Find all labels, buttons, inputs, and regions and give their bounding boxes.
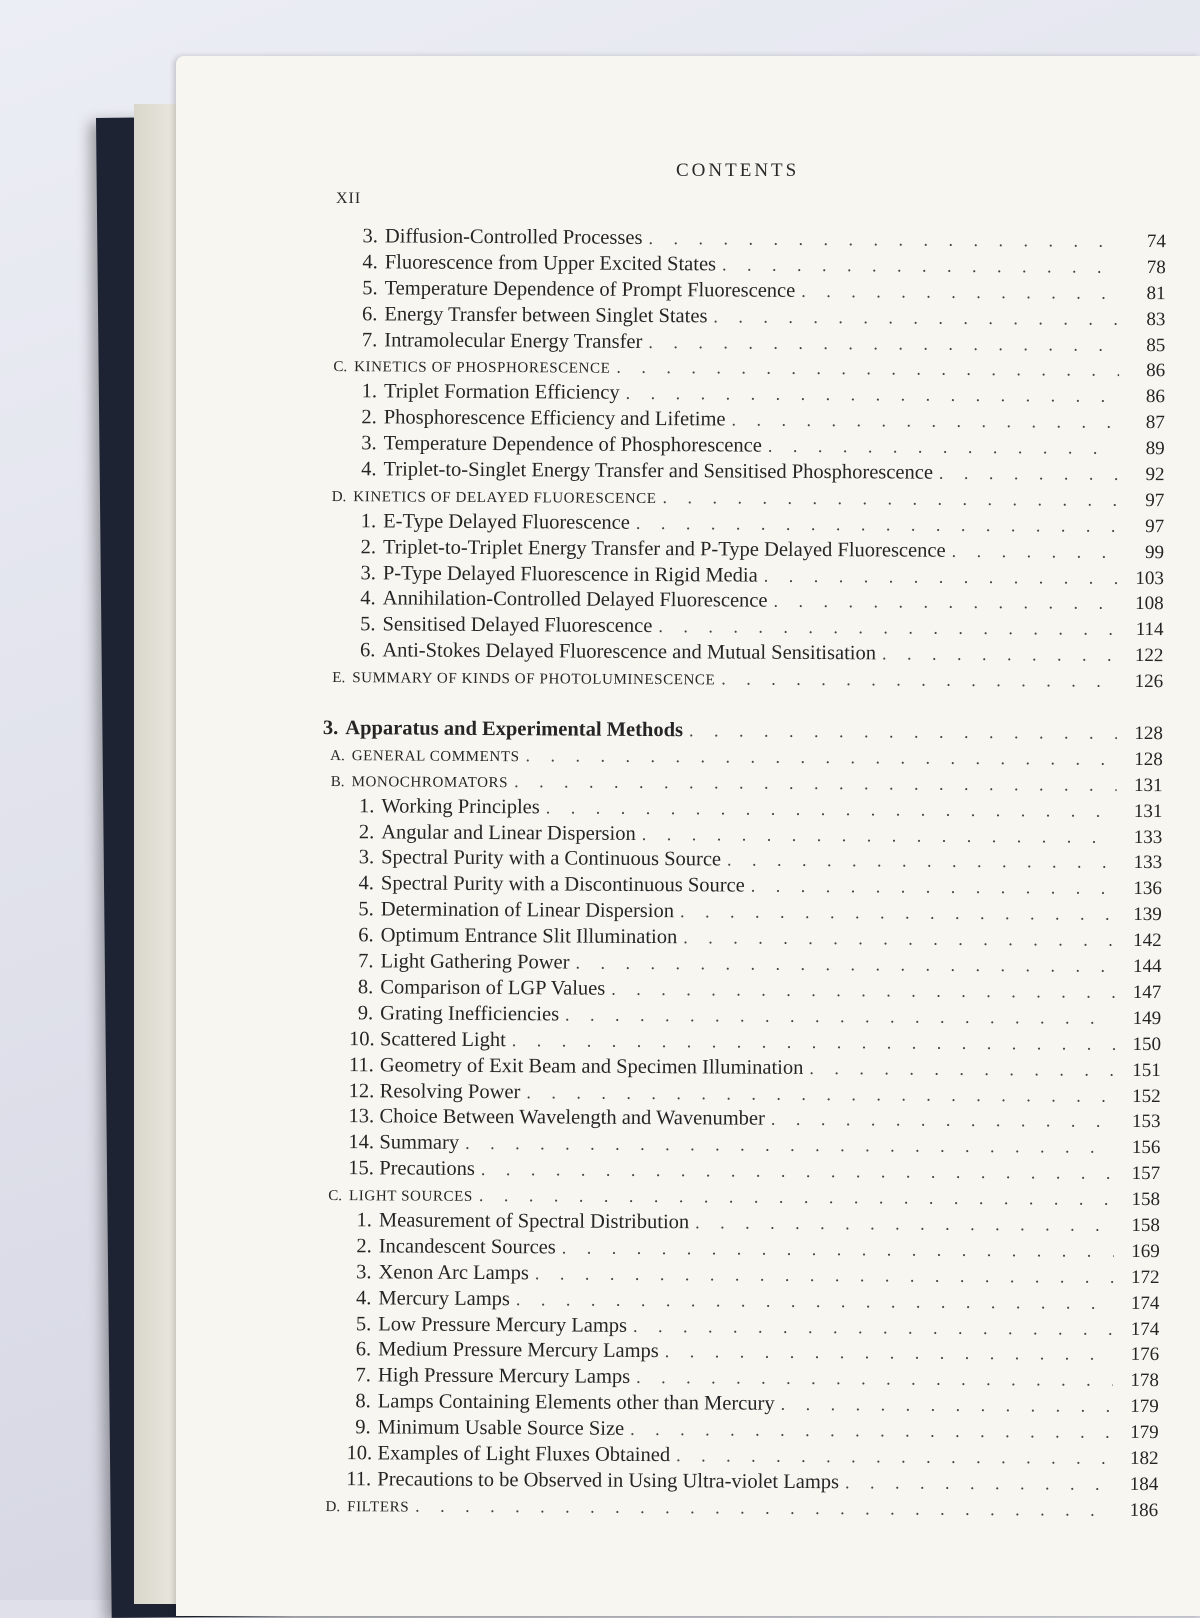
toc-entry-number: 3. — [362, 225, 378, 248]
toc-page-number: 186 — [1129, 1499, 1159, 1521]
toc-subsection-entry — [324, 457, 1164, 488]
toc-entry-number: 1. — [360, 510, 377, 533]
toc-entry-number: 10. — [346, 1442, 373, 1465]
toc-entry-number: 6. — [359, 639, 376, 662]
toc-entry-title: Spectral Purity with a Discontinuous Source — [380, 872, 745, 897]
toc-page-number: 83 — [1146, 308, 1166, 330]
dot-leader — [721, 667, 1117, 695]
toc-entry-number: 7. — [358, 950, 374, 973]
toc-entry-title: Medium Pressure Mercury Lamps — [378, 1338, 659, 1363]
dot-leader — [562, 1235, 1114, 1264]
toc-entry-number: 2. — [356, 1235, 372, 1258]
toc-page-number: 122 — [1134, 645, 1164, 667]
toc-entry-title: High Pressure Mercury Lamps — [377, 1364, 631, 1389]
dot-leader — [525, 743, 1116, 773]
toc-entry-title: Xenon Arc Lamps — [378, 1261, 529, 1284]
toc-entry-number: 14. — [348, 1131, 375, 1154]
toc-entry-number: 4. — [361, 458, 377, 481]
toc-entry-number: 1. — [356, 1209, 372, 1232]
dot-leader — [751, 874, 1116, 902]
dot-leader — [952, 539, 1119, 566]
toc-entry-title: Resolving Power — [379, 1079, 521, 1103]
dot-leader — [727, 848, 1116, 876]
dot-leader — [546, 795, 1117, 824]
dot-leader — [663, 485, 1119, 514]
toc-entry-title: Light Gathering Power — [380, 950, 570, 974]
toc-entry-title: Temperature Dependence of Prompt Fluorescence — [384, 277, 796, 302]
toc-page-number: 179 — [1130, 1422, 1159, 1444]
toc-entry-title: Anti-Stokes Delayed Fluorescence and Mutual Sensitisation — [382, 639, 877, 665]
dot-leader — [636, 1365, 1113, 1394]
dot-leader — [713, 304, 1119, 332]
dot-leader — [636, 511, 1118, 540]
toc-entry-number: 5. — [362, 277, 378, 300]
toc-page-number: 153 — [1131, 1111, 1161, 1133]
toc-page-number: 172 — [1131, 1266, 1160, 1288]
toc-page-number: 147 — [1132, 981, 1162, 1004]
toc-page-number: 150 — [1132, 1033, 1162, 1055]
toc-page-number: 169 — [1131, 1240, 1160, 1262]
toc-entry-number: 15. — [348, 1157, 374, 1180]
toc-entry-number: 3. — [358, 846, 375, 869]
toc-page-number: 182 — [1129, 1447, 1159, 1470]
dot-leader — [801, 279, 1119, 307]
toc-entry-number: 4. — [360, 587, 376, 610]
toc-entry-number: 2. — [360, 535, 377, 558]
toc-entry-title: Apparatus and Experimental Methods — [345, 717, 684, 742]
dot-leader — [676, 1443, 1112, 1472]
toc-entry-title: Choice Between Wavelength and Wavenumber — [379, 1105, 765, 1131]
toc-page-number: 128 — [1134, 748, 1163, 771]
toc-entry-number: 6. — [355, 1338, 372, 1361]
toc-entry-number: 5. — [355, 1312, 372, 1335]
toc-entry-title: FILTERS — [347, 1498, 410, 1516]
toc-entry-title: Comparison of LGP Values — [380, 976, 606, 1000]
toc-page-number: 149 — [1132, 1007, 1162, 1029]
toc-section-entry — [323, 742, 1163, 773]
toc-entry-title: Temperature Dependence of Phosphorescence — [383, 432, 762, 457]
toc-entry-number: 11. — [348, 1053, 374, 1076]
toc-entry-title: Measurement of Spectral Distribution — [378, 1209, 690, 1234]
toc-entry-title: Triplet Formation Efficiency — [383, 380, 620, 405]
dot-leader — [683, 925, 1116, 954]
toc-entry-title: GENERAL COMMENTS — [351, 748, 520, 766]
toc-entry-number: 11. — [346, 1468, 372, 1491]
toc-page-number: 74 — [1146, 231, 1166, 253]
toc-entry-number: B. — [330, 773, 345, 790]
toc-entry-title: Diffusion-Controlled Processes — [384, 225, 643, 249]
dot-leader — [415, 1493, 1112, 1523]
toc-entry-title: Fluorescence from Upper Excited States — [384, 251, 717, 276]
book-page — [176, 56, 1200, 1616]
toc-page-number: 144 — [1132, 955, 1162, 978]
toc-page-number: 158 — [1131, 1189, 1161, 1211]
toc-entry-number: 9. — [357, 1002, 374, 1025]
toc-entry-title: LIGHT SOURCES — [349, 1188, 473, 1205]
toc-page-number: 114 — [1135, 619, 1164, 641]
toc-entry-number: D. — [325, 1498, 341, 1515]
dot-leader — [616, 355, 1119, 384]
dot-leader — [882, 642, 1118, 669]
toc-entry-title: Intramolecular Energy Transfer — [384, 328, 643, 353]
toc-entry-number: 6. — [358, 924, 374, 947]
dot-leader — [722, 252, 1120, 280]
toc-entry-number: 1. — [359, 794, 375, 818]
toc-entry-title: Geometry of Exit Beam and Specimen Illumination — [379, 1053, 804, 1079]
toc-section-entry — [318, 1493, 1158, 1524]
toc-subsection-entry — [320, 1156, 1160, 1187]
toc-page-number: 131 — [1133, 800, 1163, 822]
dot-leader — [575, 951, 1115, 980]
toc-page-number: 92 — [1145, 464, 1165, 486]
toc-entry-title: Working Principles — [381, 795, 540, 819]
dot-leader — [731, 408, 1118, 436]
toc-entry-number: 3. — [322, 717, 339, 740]
toc-entry-number: 8. — [355, 1390, 371, 1413]
toc-entry-number: 3. — [361, 432, 377, 455]
toc-entry-title: Incandescent Sources — [378, 1235, 556, 1259]
toc-page-number: 156 — [1131, 1137, 1161, 1159]
toc-entry-title: Lamps Containing Elements other than Mercury — [377, 1390, 775, 1415]
toc-entry-number: 7. — [355, 1364, 372, 1387]
toc-subsection-entry — [325, 328, 1165, 359]
toc-page-number: 136 — [1133, 878, 1163, 900]
toc-page-number: 131 — [1134, 774, 1163, 796]
dot-leader — [809, 1056, 1115, 1084]
running-title: CONTENTS — [676, 160, 800, 181]
dot-leader — [535, 1261, 1114, 1290]
dot-leader — [630, 1417, 1113, 1446]
toc-entry-title: Sensitised Delayed Fluorescence — [382, 613, 653, 638]
toc-entry-title: KINETICS OF PHOSPHORESCENCE — [354, 359, 611, 378]
dot-leader — [626, 381, 1119, 410]
dot-leader — [512, 1028, 1115, 1058]
toc-entry-title: Summary — [379, 1131, 460, 1155]
toc-page-number: 133 — [1133, 852, 1163, 874]
toc-entry-number: 8. — [357, 976, 374, 999]
toc-page-number: 103 — [1135, 567, 1164, 589]
toc-entry-title: Low Pressure Mercury Lamps — [378, 1312, 628, 1337]
dot-leader — [773, 589, 1117, 617]
dot-leader — [845, 1470, 1112, 1498]
toc-entry-number: 1. — [361, 380, 378, 403]
toc-entry-title: Triplet-to-Triplet Energy Transfer and P-Type Delayed Fluorescence — [382, 536, 946, 562]
dot-leader — [565, 1002, 1115, 1031]
toc-entry-title: Scattered Light — [379, 1028, 506, 1051]
toc-page-number: 108 — [1135, 593, 1164, 615]
toc-page-number: 86 — [1146, 360, 1166, 382]
toc-entry-number: 13. — [348, 1105, 375, 1128]
toc-page-number: 139 — [1133, 904, 1162, 926]
toc-page-number: 86 — [1145, 386, 1166, 408]
dot-leader — [648, 226, 1120, 255]
toc-entry-number: 3. — [360, 561, 376, 584]
dot-leader — [939, 461, 1119, 488]
toc-entry-title: Grating Inefficiencies — [380, 1002, 560, 1026]
toc-page-number: 152 — [1132, 1085, 1161, 1107]
toc-entry-number: C. — [328, 1188, 343, 1205]
toc-entry-number: 10. — [348, 1027, 375, 1051]
toc-entry-number: 4. — [355, 1286, 372, 1309]
toc-page-number: 179 — [1130, 1396, 1159, 1418]
toc-subsection-entry — [323, 638, 1163, 669]
dot-leader — [516, 1287, 1114, 1317]
dot-leader — [642, 822, 1117, 851]
toc-page-number: 78 — [1146, 256, 1166, 279]
dot-leader — [479, 1183, 1114, 1213]
toc-entry-title: Determination of Linear Dispersion — [380, 898, 675, 923]
toc-entry-title: Mercury Lamps — [378, 1286, 511, 1310]
toc-entry-title: Annihilation-Controlled Delayed Fluorescence — [382, 587, 768, 613]
dot-leader — [680, 899, 1116, 928]
toc-page-number: 184 — [1129, 1473, 1159, 1495]
toc-page-number: 85 — [1146, 334, 1166, 356]
dot-leader — [658, 614, 1117, 643]
dot-leader — [648, 330, 1119, 359]
toc-page-number: 176 — [1130, 1344, 1160, 1366]
toc-page-number: 151 — [1132, 1059, 1161, 1081]
toc-entry-title: MONOCHROMATORS — [351, 773, 509, 791]
toc-entry-title: Examples of Light Fluxes Obtained — [377, 1442, 671, 1467]
table-of-contents — [318, 224, 1166, 1524]
toc-entry-title: E-Type Delayed Fluorescence — [383, 510, 630, 534]
toc-entry-title: Energy Transfer between Singlet States — [384, 303, 708, 328]
toc-entry-number: 6. — [362, 302, 378, 325]
toc-entry-title: Optimum Entrance Slit Illumination — [380, 924, 678, 949]
dot-leader — [526, 1080, 1114, 1109]
dot-leader — [764, 563, 1118, 591]
dot-leader — [781, 1392, 1113, 1420]
dot-leader — [611, 977, 1115, 1006]
toc-entry-title: Precautions — [379, 1157, 475, 1181]
toc-page-number: 97 — [1145, 515, 1165, 537]
toc-entry-title: KINETICS OF DELAYED FLUORESCENCE — [353, 489, 657, 507]
toc-entry-number: 2. — [358, 820, 375, 843]
dot-leader — [768, 434, 1119, 462]
toc-entry-number: 5. — [360, 613, 376, 636]
toc-page-number: 157 — [1131, 1163, 1161, 1185]
toc-entry-title: Phosphorescence Efficiency and Lifetime — [383, 406, 726, 431]
toc-page-number: 158 — [1131, 1214, 1160, 1237]
dot-leader — [695, 1210, 1114, 1238]
toc-chapter-entry — [323, 716, 1163, 747]
toc-entry-number: D. — [331, 488, 347, 506]
toc-section-entry — [323, 664, 1163, 695]
toc-entry-number: 2. — [361, 406, 377, 429]
dot-leader — [771, 1107, 1115, 1135]
toc-page-number: 128 — [1134, 722, 1163, 745]
dot-leader — [665, 1339, 1113, 1368]
toc-page-number: 174 — [1130, 1318, 1160, 1340]
toc-entry-number: 12. — [348, 1079, 375, 1102]
toc-entry-title: Angular and Linear Dispersion — [381, 820, 636, 845]
toc-entry-number: 3. — [356, 1260, 372, 1284]
toc-entry-number: 7. — [361, 328, 378, 351]
toc-entry-title: SUMMARY OF KINDS OF PHOTOLUMINESCENCE — [352, 670, 716, 689]
dot-leader — [689, 718, 1117, 747]
toc-page-number: 99 — [1144, 541, 1165, 563]
toc-entry-number: 4. — [362, 251, 378, 274]
dot-leader — [465, 1131, 1114, 1161]
toc-page-number: 97 — [1145, 489, 1165, 512]
dot-leader — [481, 1157, 1114, 1187]
toc-entry-title: Minimum Usable Source Size — [377, 1416, 625, 1440]
toc-entry-title: P-Type Delayed Fluorescence in Rigid Media — [382, 561, 758, 587]
toc-entry-title: Spectral Purity with a Continuous Source — [381, 846, 722, 871]
toc-page-number: 178 — [1130, 1370, 1160, 1392]
dot-leader — [633, 1313, 1113, 1342]
toc-entry-number: 5. — [358, 898, 374, 921]
toc-entry-number: E. — [332, 670, 346, 687]
toc-page-number: 126 — [1134, 671, 1164, 693]
toc-entry-number: 4. — [358, 872, 375, 895]
toc-entry-number: A. — [330, 747, 345, 765]
toc-entry-title: Triplet-to-Singlet Energy Transfer and Sensitised Phosphorescence — [383, 458, 934, 484]
dot-leader — [514, 769, 1117, 799]
toc-page-number: 81 — [1146, 282, 1166, 304]
toc-page-number: 133 — [1133, 826, 1163, 848]
toc-entry-title: Precautions to be Observed in Using Ultra-violet Lamps — [377, 1468, 840, 1494]
toc-page-number: 142 — [1133, 930, 1162, 952]
toc-entry-number: C. — [333, 359, 348, 376]
toc-page-number: 174 — [1130, 1292, 1160, 1314]
toc-entry-number: 9. — [355, 1416, 371, 1439]
toc-page-number: 89 — [1145, 438, 1165, 460]
page-folio: XII — [336, 190, 362, 207]
toc-page-number: 87 — [1145, 412, 1165, 434]
